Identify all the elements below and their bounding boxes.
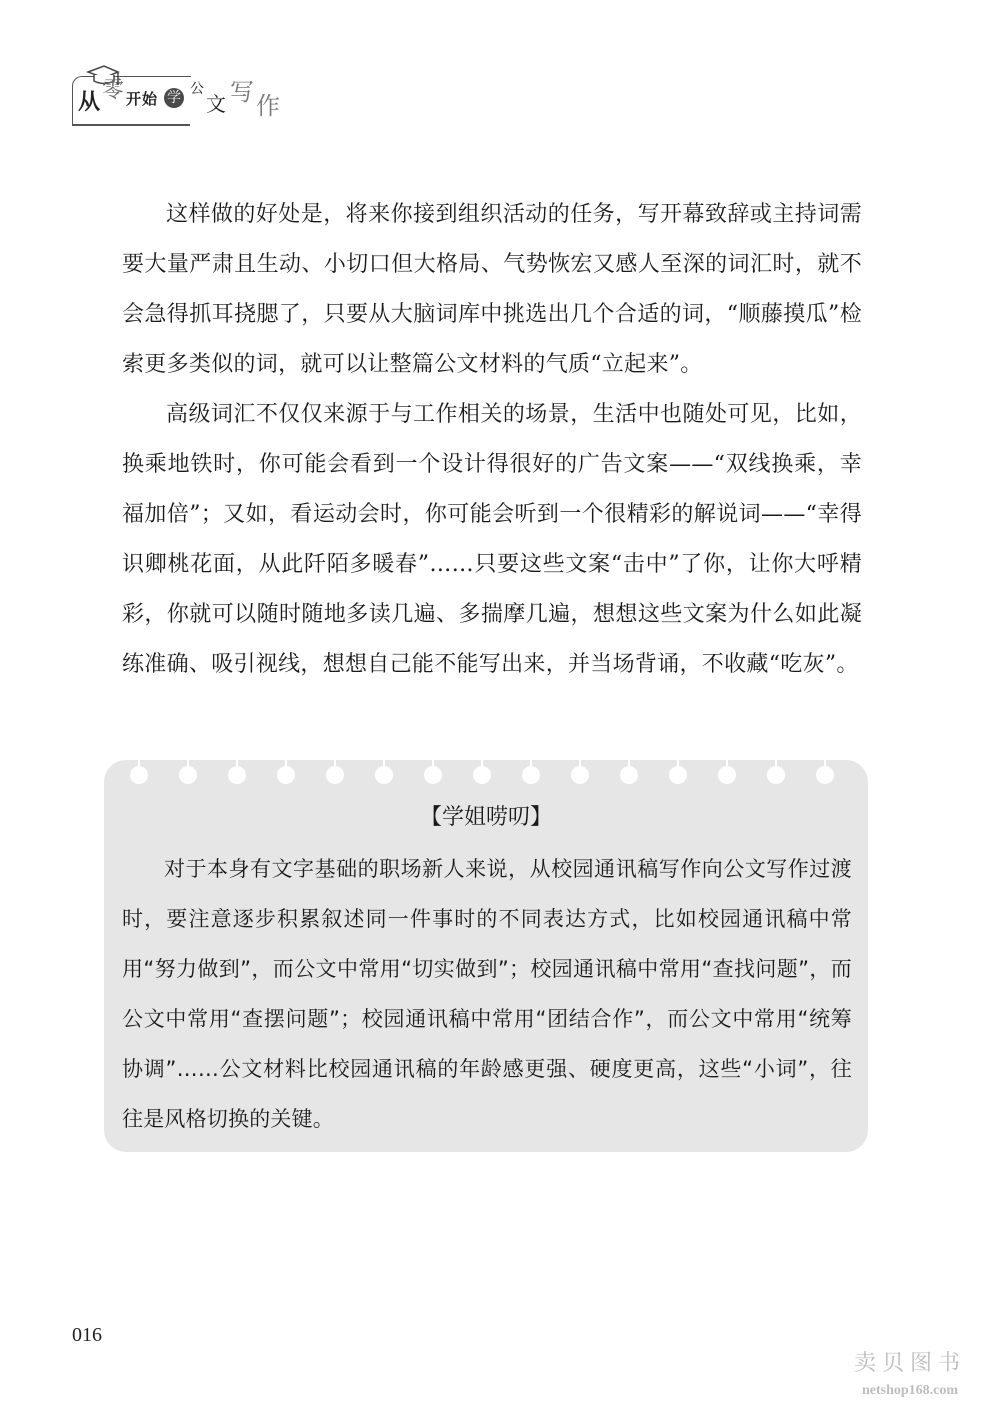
hole-decoration [816, 766, 834, 784]
logo-char-4: 始 [142, 90, 158, 108]
logo-char-1: 从 [78, 90, 101, 115]
watermark-name: 卖贝图书 [853, 1351, 966, 1376]
paragraph-1: 这样做的好处是，将来你接到组织活动的任务，写开幕致辞或主持词需要大量严肃且生动、小切口但大格局、气势恢宏又感人至深的词汇时，就不会急得抓耳挠腮了，只要从大脑词库中挑选出几个合适的词，“顺藤摸瓜”检索更多类似的词，就可以让整篇公文材料的气质“立起来”。 [122, 202, 862, 377]
page-number: 016 [72, 1324, 102, 1346]
hole-decoration [571, 766, 589, 784]
logo-char-5: 学 [164, 88, 184, 108]
logo-char-2: 零 [102, 78, 125, 103]
paragraph-2: 高级词汇不仅仅来源于与工作相关的场景，生活中也随处可见，比如，换乘地铁时，你可能会看到一个设计得很好的广告文案——“双线换乘，幸福加倍”；又如，看运动会时，你可能会听到一个很精彩的解说词——“幸得识卿桃花面，从此阡陌多暖春”……只要这些文案“击中”了你，让你大呼精彩，你就可以随时随地多读几遍、多揣摩几遍，想想这些文案为什么如此凝练准确、吸引视线，想想自己能不能写出来，并当场背诵，不收藏“吃灰”。 [122, 402, 862, 677]
hole-decoration [326, 766, 344, 784]
logo-char-6: 公 [190, 81, 204, 97]
logo-char-9: 作 [256, 92, 280, 120]
hole-decoration [718, 766, 736, 784]
tip-box-title: 【学姐唠叨】 [419, 805, 552, 830]
logo-underline [72, 124, 190, 126]
hole-decoration [522, 766, 540, 784]
hole-decoration [473, 766, 491, 784]
logo-char-7: 文 [206, 92, 226, 116]
tip-box-text: 对于本身有文字基础的职场新人来说，从校园通讯稿写作向公文写作过渡时，要注意逐步积累叙述同一件事时的不同表达方式，比如校园通讯稿中常用“努力做到”，而公文中常用“切实做到”；校园通讯稿中常用“查找问题”，而公文中常用“查摆问题”；校园通讯稿中常用“团结合作”，而公文中常用“统筹协调”……公文材料比校园通讯稿的年龄感更强、硬度更高，这些“小词”，往往是风格切换的关键。 [122, 857, 852, 1131]
hole-decoration [424, 766, 442, 784]
hole-decoration [620, 766, 638, 784]
hole-decoration [669, 766, 687, 784]
hole-decoration [375, 766, 393, 784]
book-series-logo [72, 58, 302, 133]
tip-box [104, 760, 868, 1152]
hole-decoration [228, 766, 246, 784]
hole-decoration [767, 766, 785, 784]
logo-char-3: 开 [126, 90, 142, 108]
watermark-url: netshop168.com [861, 1383, 959, 1398]
logo-char-8: 写 [230, 78, 254, 106]
hole-decoration [277, 766, 295, 784]
hole-decoration [179, 766, 197, 784]
main-text [122, 190, 862, 690]
hole-decoration [130, 766, 148, 784]
notebook-holes [130, 766, 850, 786]
watermark [854, 1346, 966, 1399]
